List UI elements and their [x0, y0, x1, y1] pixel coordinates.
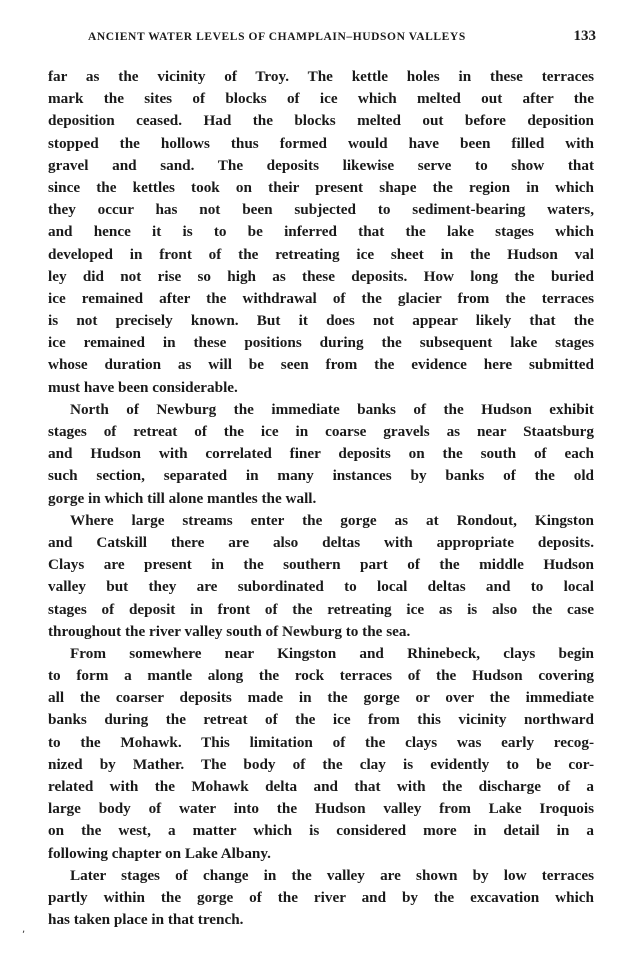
text-line: stages of deposit in front of the retreating ice as is also the case — [48, 600, 594, 618]
text-line: such section, separated in many instances by banks of the old — [48, 467, 594, 485]
text-line: ice remained in these positions during the subsequent lake stages — [48, 334, 594, 352]
text-line: Where large streams enter the gorge as at Rondout, Kingston — [70, 511, 594, 529]
body-text — [48, 66, 594, 931]
page-number: 133 — [573, 28, 596, 44]
text-line: must have been considerable. — [48, 378, 238, 396]
text-line: ley did not rise so high as these deposits. How long the buried — [48, 267, 594, 285]
margin-speck: , — [22, 924, 26, 935]
text-line: throughout the river valley south of Newburg to the sea. — [48, 622, 411, 640]
text-line: nized by Mather. The body of the clay is evidently to be cor- — [48, 755, 594, 773]
text-line: Clays are present in the southern part of the middle Hudson — [48, 556, 594, 574]
text-line: banks during the retreat of the ice from this vicinity northward — [48, 711, 594, 729]
running-header — [48, 28, 596, 50]
text-line: has taken place in that trench. — [48, 911, 244, 929]
text-line: and Catskill there are also deltas with appropriate deposits. — [48, 533, 594, 551]
text-line: whose duration as will be seen from the evidence here submitted — [48, 356, 594, 374]
text-line: since the kettles took on their present shape the region in which — [48, 178, 594, 196]
text-line: partly within the gorge of the river and by the excavation which — [48, 888, 594, 906]
text-line: Later stages of change in the valley are shown by low terraces — [70, 866, 594, 884]
running-title: ANCIENT WATER LEVELS OF CHAMPLAIN–HUDSON VALLEYS — [88, 31, 466, 43]
text-line: From somewhere near Kingston and Rhinebeck, clays begin — [70, 644, 594, 662]
text-line: following chapter on Lake Albany. — [48, 844, 271, 862]
text-line: gorge in which till alone mantles the wall. — [48, 489, 317, 507]
paragraph-1 — [48, 66, 594, 399]
paragraph-5 — [48, 865, 594, 932]
text-line: and hence it is to be inferred that the lake stages which — [48, 223, 594, 241]
text-line: to the Mohawk. This limitation of the clays was early recog- — [48, 733, 594, 751]
text-line: mark the sites of blocks of ice which melted out after the — [48, 90, 594, 108]
paragraph-4 — [48, 643, 594, 865]
text-line: developed in front of the retreating ice sheet in the Hudson val — [48, 245, 594, 263]
text-line: stopped the hollows thus formed would have been filled with — [48, 134, 594, 152]
text-line: all the coarser deposits made in the gorge or over the immediate — [48, 689, 594, 707]
text-line: stages of retreat of the ice in coarse gravels as near Staatsburg — [48, 423, 594, 440]
text-line: far as the vicinity of Troy. The kettle holes in these terraces — [48, 68, 594, 85]
text-line: they occur has not been subjected to sediment-bearing waters, — [48, 201, 594, 219]
text-line: to form a mantle along the rock terraces of the Hudson covering — [48, 667, 594, 685]
paragraph-3 — [48, 510, 594, 643]
text-line: on the west, a matter which is considered more in detail in a — [48, 822, 594, 840]
text-line: valley but they are subordinated to local deltas and to local — [48, 578, 594, 596]
text-line: deposition ceased. Had the blocks melted out before deposition — [48, 112, 594, 130]
text-line: is not precisely known. But it does not appear likely that the — [48, 312, 594, 330]
text-line: ice remained after the withdrawal of the glacier from the terraces — [48, 289, 594, 307]
text-line: gravel and sand. The deposits likewise serve to show that — [48, 156, 594, 174]
text-line: large body of water into the Hudson valley from Lake Iroquois — [48, 800, 594, 818]
text-line: related with the Mohawk delta and that with the discharge of a — [48, 778, 594, 795]
paragraph-2 — [48, 399, 594, 510]
text-line: North of Newburg the immediate banks of the Hudson exhibit — [70, 400, 594, 418]
text-line: and Hudson with correlated finer deposits on the south of each — [48, 445, 594, 463]
